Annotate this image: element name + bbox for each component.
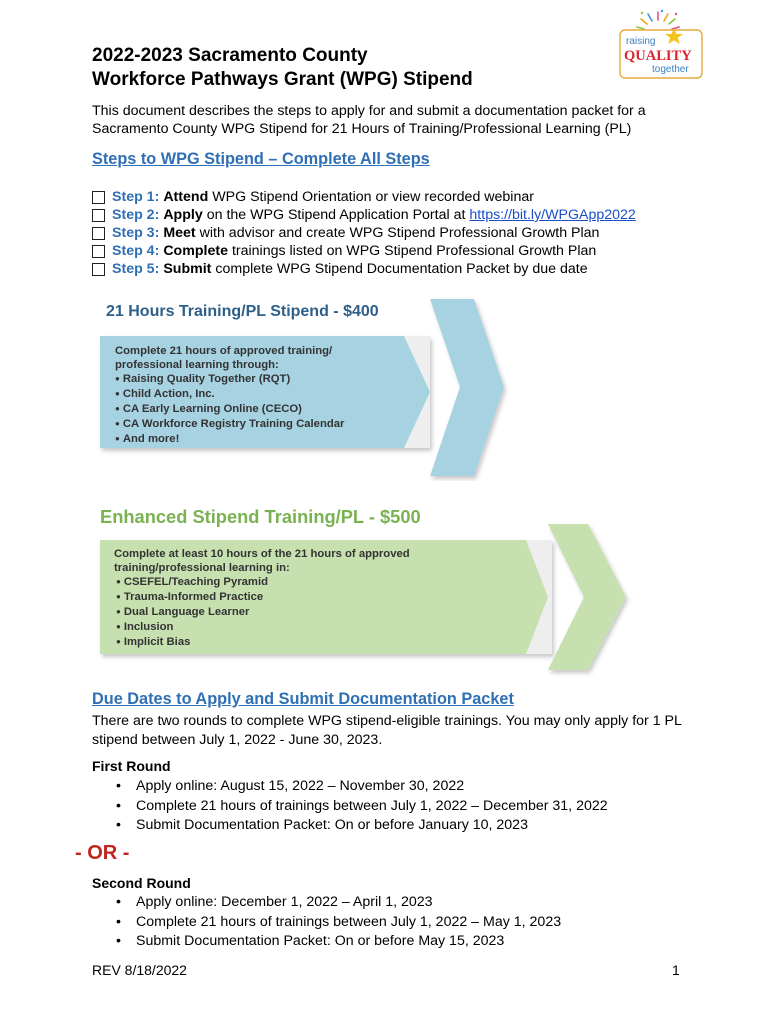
logo-raising: raising	[626, 36, 656, 47]
title-line-1: 2022-2023 Sacramento County	[92, 45, 368, 66]
list-item: ● Child Action, Inc.	[115, 387, 344, 402]
enhanced-stipend-graphic	[96, 500, 636, 680]
step-checkbox[interactable]	[92, 245, 105, 258]
first-round-list	[116, 777, 608, 836]
enhanced-stipend-title: Enhanced Stipend Training/PL - $500	[100, 506, 421, 527]
title-line-2: Workforce Pathways Grant (WPG) Stipend	[92, 69, 473, 90]
step-number: Step 2:	[112, 207, 160, 223]
step-verb: Complete	[163, 243, 228, 259]
or-divider: - OR -	[75, 842, 130, 864]
step-checkbox[interactable]	[92, 227, 105, 240]
enhanced-list	[114, 575, 410, 650]
step-verb: Meet	[163, 225, 196, 241]
step-text: trainings listed on WPG Stipend Professional Growth Plan	[231, 243, 597, 259]
list-item: ● Raising Quality Together (RQT)	[115, 372, 344, 387]
logo-quality: QUALITY	[624, 48, 692, 64]
stipend-21-intro-1: Complete 21 hours of approved training/	[115, 345, 333, 357]
first-round-title: First Round	[92, 758, 171, 774]
step-verb: Attend	[163, 189, 209, 205]
step-verb: Apply	[163, 207, 203, 223]
application-portal-link[interactable]: https://bit.ly/WPGApp2022	[469, 207, 636, 223]
list-item: ● Inclusion	[116, 620, 410, 635]
list-item: • Complete 21 hours of trainings between July 1, 2022 – December 31, 2022	[116, 797, 608, 817]
list-item: ● Trauma-Informed Practice	[116, 590, 410, 605]
list-item: • Complete 21 hours of trainings between July 1, 2022 – May 1, 2023	[116, 913, 561, 933]
stipend-21-title: 21 Hours Training/PL Stipend - $400	[106, 303, 379, 320]
due-dates-paragraph: There are two rounds to complete WPG stipend-eligible trainings. You may only apply for 1 PL stipend between July 1, 2022 - June 30, 2023.	[92, 713, 682, 748]
step-verb: Submit	[163, 261, 212, 277]
stipend-21-details	[115, 344, 344, 447]
raising-quality-together-logo	[612, 8, 704, 80]
step-item	[92, 224, 636, 242]
list-item: ● Implicit Bias	[116, 635, 410, 650]
list-item: ● CSEFEL/Teaching Pyramid	[116, 575, 410, 590]
step-text: with advisor and create WPG Stipend Professional Growth Plan	[199, 225, 600, 241]
enhanced-intro-2: training/professional learning in:	[114, 562, 290, 574]
step-item	[92, 188, 636, 206]
step-checkbox[interactable]	[92, 191, 105, 204]
step-checkbox[interactable]	[92, 263, 105, 276]
step-number: Step 3:	[112, 225, 160, 241]
list-item: ● Dual Language Learner	[116, 605, 410, 620]
step-item	[92, 242, 636, 260]
step-number: Step 5:	[112, 261, 160, 277]
stipend-21-hours-graphic	[96, 296, 516, 481]
enhanced-stipend-details	[114, 547, 410, 650]
intro-paragraph: This document describes the steps to apply for and submit a documentation packet for a Sacramento County WPG Stipend for 21 Hours of Training/Professional Learning (PL)	[92, 103, 646, 137]
second-round-title: Second Round	[92, 875, 191, 891]
step-number: Step 4:	[112, 243, 160, 259]
steps-checklist	[92, 188, 636, 278]
due-dates-heading: Due Dates to Apply and Submit Documentation Packet	[92, 690, 514, 708]
step-text: WPG Stipend Orientation or view recorded webinar	[212, 189, 534, 205]
document-title	[92, 44, 473, 92]
revision-date: REV 8/18/2022	[92, 962, 187, 978]
step-text: on the WPG Stipend Application Portal at	[206, 207, 466, 223]
step-item	[92, 206, 636, 224]
logo-together: together	[652, 64, 689, 75]
list-item: • Apply online: August 15, 2022 – November 30, 2022	[116, 777, 608, 797]
stipend-21-list	[115, 372, 344, 447]
list-item: • Submit Documentation Packet: On or before May 15, 2023	[116, 932, 561, 952]
stipend-21-intro-2: professional learning through:	[115, 359, 279, 371]
list-item: ● CA Early Learning Online (CECO)	[115, 402, 344, 417]
page-number: 1	[672, 962, 680, 978]
list-item: ● And more!	[115, 432, 344, 447]
second-round-list	[116, 893, 561, 952]
step-item	[92, 260, 636, 278]
list-item: ● CA Workforce Registry Training Calendar	[115, 417, 344, 432]
list-item: • Apply online: December 1, 2022 – April 1, 2023	[116, 893, 561, 913]
step-checkbox[interactable]	[92, 209, 105, 222]
steps-heading: Steps to WPG Stipend – Complete All Steps	[92, 150, 430, 168]
step-text: complete WPG Stipend Documentation Packet by due date	[215, 261, 588, 277]
step-number: Step 1:	[112, 189, 160, 205]
enhanced-intro-1: Complete at least 10 hours of the 21 hours of approved	[114, 548, 410, 560]
list-item: • Submit Documentation Packet: On or before January 10, 2023	[116, 816, 608, 836]
